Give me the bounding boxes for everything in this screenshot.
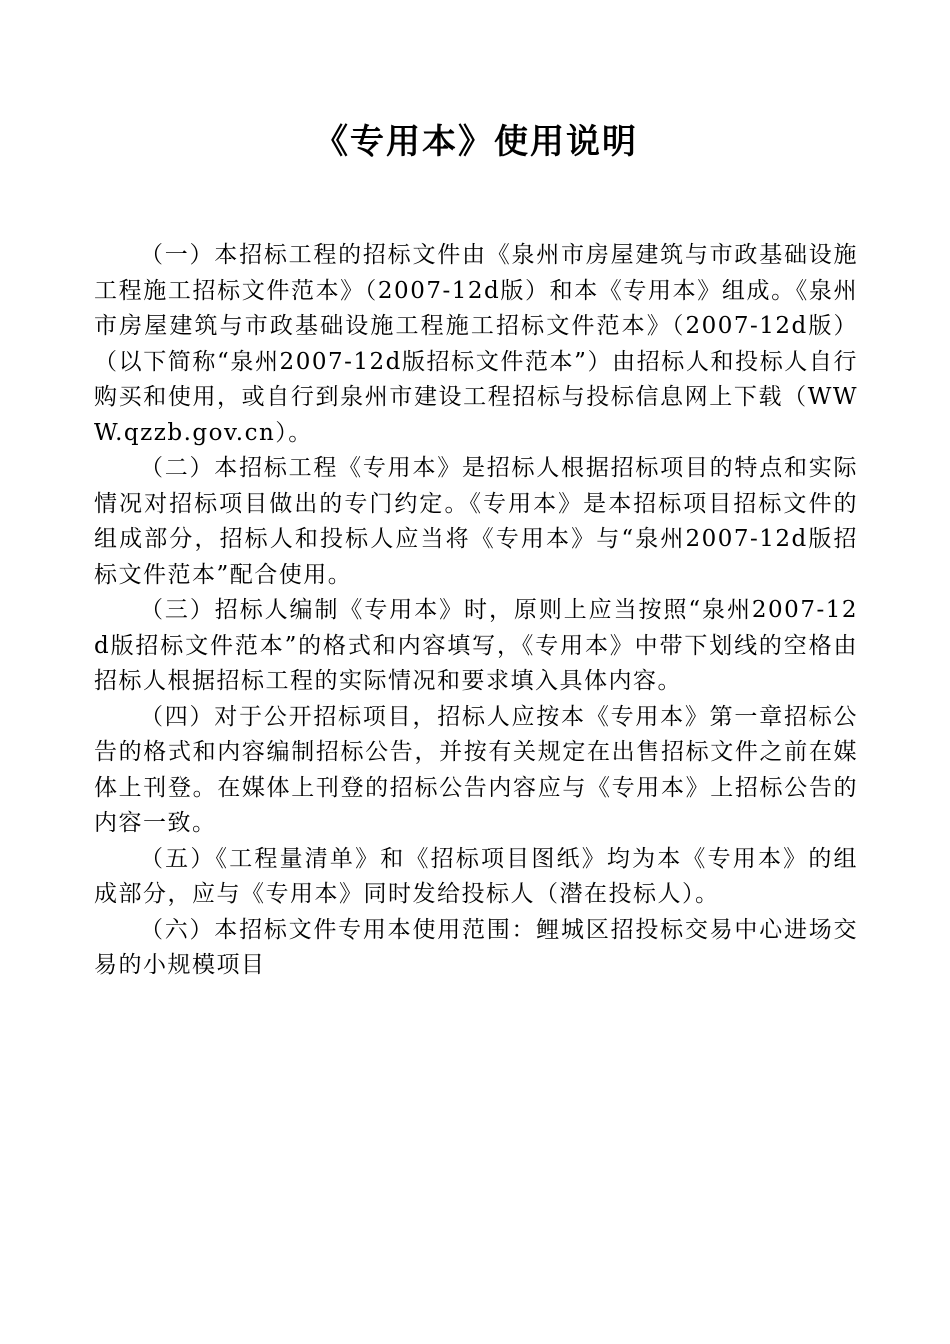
paragraph-6: （六）本招标文件专用本使用范围：鲤城区招投标交易中心进场交易的小规模项目 [94, 916, 858, 978]
paragraph-2: （二）本招标工程《专用本》是招标人根据招标项目的特点和实际情况对招标项目做出的专门约定。《专用本》是本招标项目招标文件的组成部分，招标人和投标人应当将《专用本》与“泉州2007-12d版招标文件范本”配合使用。 [94, 455, 858, 588]
document-body [94, 238, 858, 984]
page-title: 《专用本》使用说明 [314, 122, 638, 162]
paragraph-4: （四）对于公开招标项目，招标人应按本《专用本》第一章招标公告的格式和内容编制招标公告，并按有关规定在出售招标文件之前在媒体上刊登。在媒体上刊登的招标公告内容应与《专用本》上招标公告的内容一致。 [94, 703, 858, 836]
paragraph-1: （一）本招标工程的招标文件由《泉州市房屋建筑与市政基础设施工程施工招标文件范本》（2007-12d版）和本《专用本》组成。《泉州市房屋建筑与市政基础设施工程施工招标文件范本》（2007-12d版）（以下简称“泉州2007-12d版招标文件范本”）由招标人和投标人自行购买和使用，或自行到泉州市建设工程招标与投标信息网上下载（WWW.qzzb.gov.cn）。 [94, 242, 858, 446]
paragraph-5: （五）《工程量清单》和《招标项目图纸》均为本《专用本》的组成部分，应与《专用本》同时发给投标人（潜在投标人）。 [94, 845, 858, 907]
paragraph-3: （三）招标人编制《专用本》时，原则上应当按照“泉州2007-12d版招标文件范本”的格式和内容填写，《专用本》中带下划线的空格由招标人根据招标工程的实际情况和要求填入具体内容。 [94, 597, 858, 694]
